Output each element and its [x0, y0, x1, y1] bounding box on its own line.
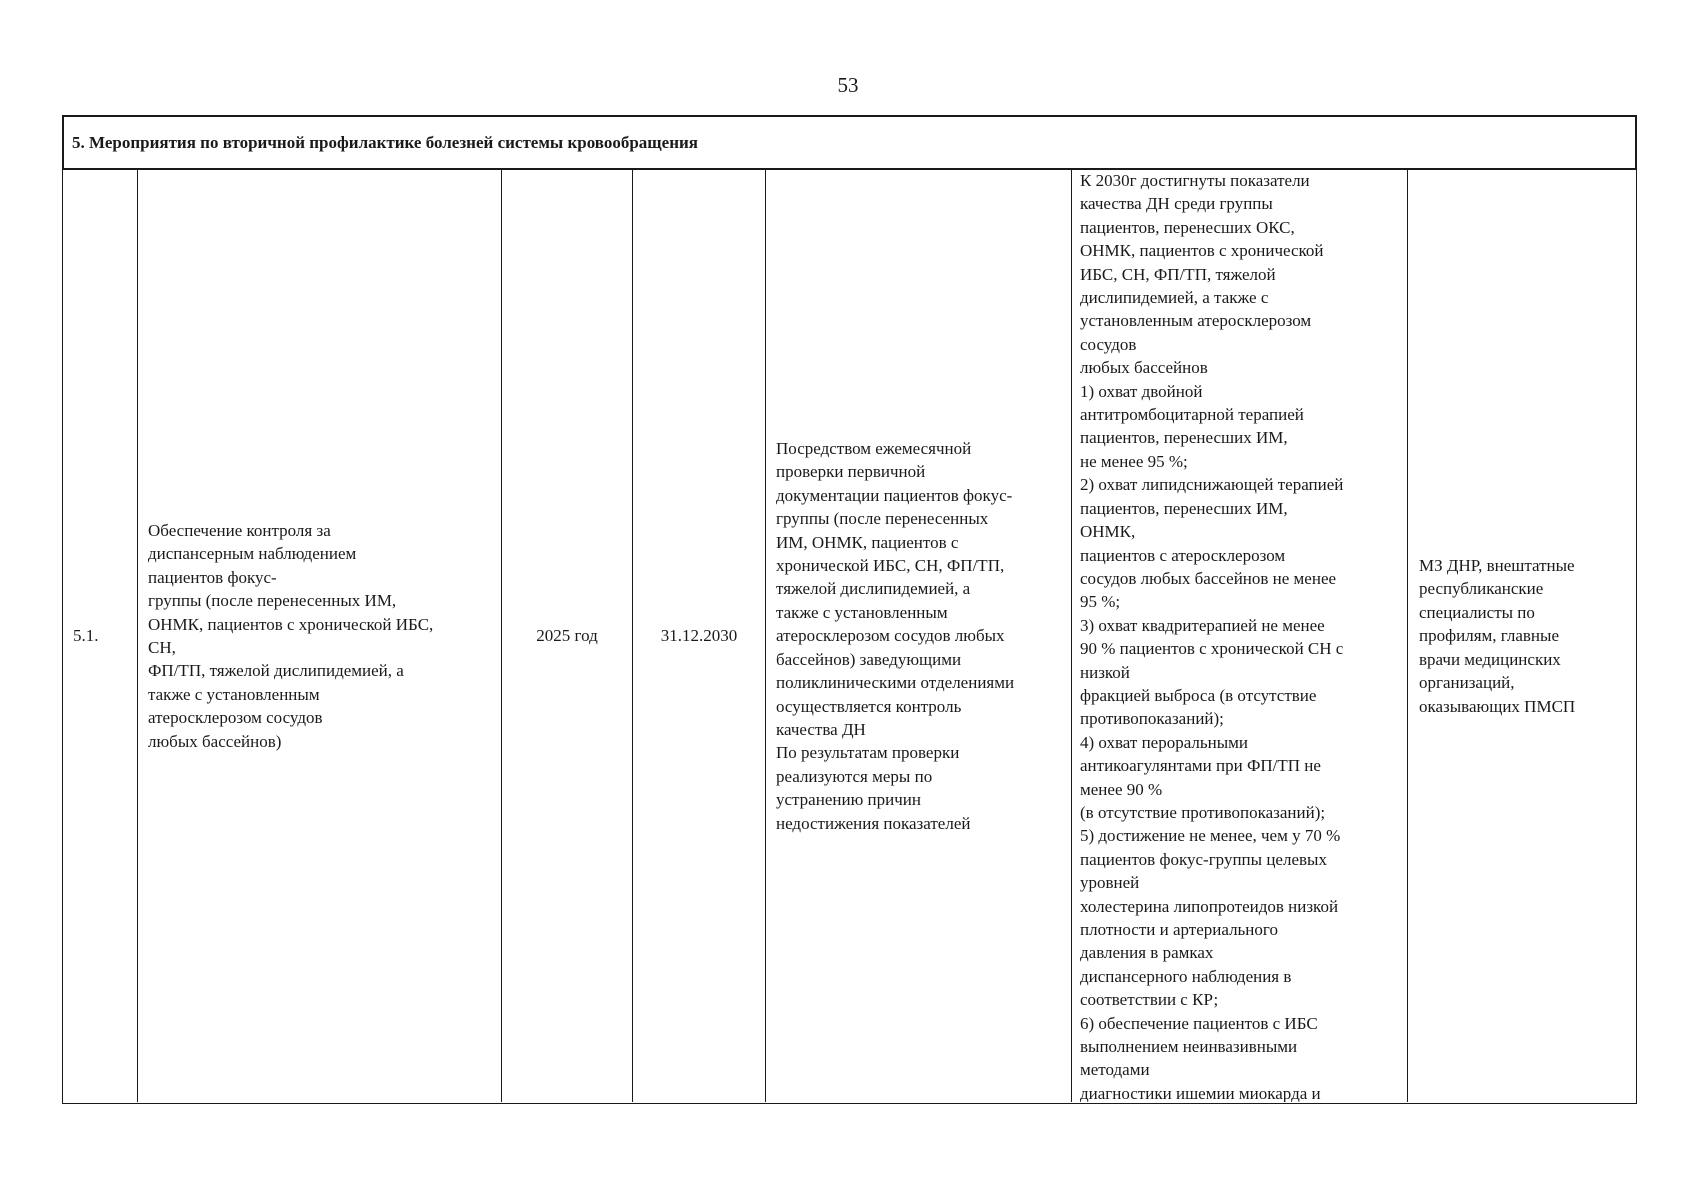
responsible-text — [1419, 554, 1575, 718]
text-line: К 2030г достигнуты показатели — [1080, 171, 1310, 190]
text-line: антитромбоцитарной терапией — [1080, 405, 1304, 425]
text-line: 1) охват двойной — [1080, 381, 1203, 401]
text-line: диагностики ишемии миокарда и — [1080, 1083, 1321, 1102]
text-line: (в отсутствие противопоказаний); — [1080, 802, 1326, 822]
text-line: поликлиническими отделениями — [776, 673, 1015, 693]
text-line: качества ДН — [776, 719, 866, 739]
text-line: ИМ, ОНМК, пациентов с — [776, 532, 959, 552]
text-line: пациентов, перенесших ОКС, — [1080, 217, 1295, 237]
text-line: пациентов с атеросклерозом — [1080, 545, 1286, 565]
text-line: хронической ИБС, СН, ФП/ТП, — [776, 556, 1005, 576]
text-line: профилям, главные — [1419, 626, 1560, 646]
text-line: сосудов — [1080, 334, 1137, 354]
method-cell — [765, 170, 1071, 1102]
text-line: пациентов фокус- — [148, 567, 277, 587]
start-date: 2025 год — [536, 626, 598, 646]
text-line: уровней — [1080, 873, 1140, 893]
end-date-cell — [632, 170, 765, 1102]
text-line: методами — [1080, 1060, 1150, 1080]
text-line: соответствии с КР; — [1080, 990, 1219, 1010]
text-line: менее 90 % — [1080, 779, 1163, 799]
text-line: качества ДН среди группы — [1080, 194, 1273, 214]
text-line: диспансерным наблюдением — [148, 544, 357, 564]
text-line: пациентов, перенесших ИМ, — [1080, 498, 1288, 518]
text-line: диспансерного наблюдения в — [1080, 966, 1292, 986]
text-line: установленным атеросклерозом — [1080, 311, 1312, 331]
text-line: также с установленным — [148, 684, 320, 704]
text-line: реализуются меры по — [776, 766, 933, 786]
text-line: ОНМК, — [1080, 522, 1136, 542]
text-line: атеросклерозом сосудов любых — [776, 626, 1005, 646]
section-title: 5. Мероприятия по вторичной профилактике болезней системы кровообращения — [62, 115, 1637, 170]
text-line: организаций, — [1419, 673, 1515, 693]
text-line: специалисты по — [1419, 602, 1535, 622]
text-line: группы (после перенесенных — [776, 509, 989, 529]
text-line: 2) охват липидснижающей терапией — [1080, 475, 1344, 495]
text-line: пациентов фокус-группы целевых — [1080, 849, 1327, 869]
text-line: противопоказаний); — [1080, 709, 1224, 729]
text-line: бассейнов) заведующими — [776, 649, 962, 669]
text-line: 4) охват пероральными — [1080, 732, 1249, 752]
text-line: давления в рамках — [1080, 943, 1214, 963]
text-line: оказывающих ПМСП — [1419, 696, 1576, 716]
text-line: ОНМК, пациентов с хронической ИБС, — [148, 614, 434, 634]
text-line: также с установленным — [776, 602, 948, 622]
result-text — [1080, 170, 1343, 1102]
start-date-cell — [501, 170, 632, 1102]
text-line: холестерина липопротеидов низкой — [1080, 896, 1339, 916]
text-line: осуществляется контроль — [776, 696, 962, 716]
text-line: плотности и артериального — [1080, 920, 1278, 939]
text-line: ОНМК, пациентов с хронической — [1080, 241, 1324, 261]
text-line: сосудов любых бассейнов не менее — [1080, 568, 1337, 588]
table-row — [62, 170, 1637, 1104]
text-line: антикоагулянтами при ФП/ТП не — [1080, 756, 1321, 776]
text-line: тяжелой дислипидемией, а — [776, 579, 971, 599]
responsible-cell — [1407, 170, 1636, 1102]
text-line: дислипидемией, а также с — [1080, 288, 1269, 308]
description-cell — [137, 170, 501, 1102]
text-line: республиканские — [1419, 579, 1544, 599]
text-line: группы (после перенесенных ИМ, — [148, 591, 397, 611]
text-line: атеросклерозом сосудов — [148, 708, 323, 728]
text-line: проверки первичной — [776, 462, 926, 482]
text-line: 5) достижение не менее, чем у 70 % — [1080, 826, 1341, 846]
text-line: Посредством ежемесячной — [776, 439, 972, 459]
text-line: фракцией выброса (в отсутствие — [1080, 685, 1317, 705]
method-text — [776, 437, 1014, 835]
text-line: МЗ ДНР, внештатные — [1419, 556, 1575, 576]
text-line: недостижения показателей — [776, 813, 971, 833]
text-line: ФП/ТП, тяжелой дислипидемией, а — [148, 661, 404, 681]
text-line: не менее 95 %; — [1080, 451, 1188, 471]
text-line: документации пациентов фокус- — [776, 485, 1013, 505]
row-number-cell — [63, 170, 137, 1102]
row-number: 5.1. — [73, 626, 99, 646]
text-line: устранению причин — [776, 790, 921, 810]
result-cell — [1071, 170, 1407, 1102]
text-line: врачи медицинских — [1419, 649, 1561, 669]
text-line: Обеспечение контроля за — [148, 520, 331, 540]
text-line: пациентов, перенесших ИМ, — [1080, 428, 1288, 448]
text-line: По результатам проверки — [776, 743, 960, 763]
text-line: 6) обеспечение пациентов с ИБС — [1080, 1013, 1318, 1033]
text-line: любых бассейнов) — [148, 731, 282, 751]
text-line: выполнением неинвазивными — [1080, 1037, 1298, 1057]
text-line: 3) охват квадритерапией не менее — [1080, 615, 1325, 635]
text-line: ИБС, СН, ФП/ТП, тяжелой — [1080, 264, 1276, 284]
description-text — [148, 519, 433, 753]
text-line: низкой — [1080, 662, 1130, 682]
end-date: 31.12.2030 — [660, 626, 738, 646]
page-number: 53 — [837, 73, 859, 97]
text-line: 90 % пациентов с хронической СН с — [1080, 639, 1344, 659]
text-line: СН, — [148, 638, 176, 657]
text-line: любых бассейнов — [1080, 358, 1208, 378]
text-line: 95 %; — [1080, 592, 1121, 612]
